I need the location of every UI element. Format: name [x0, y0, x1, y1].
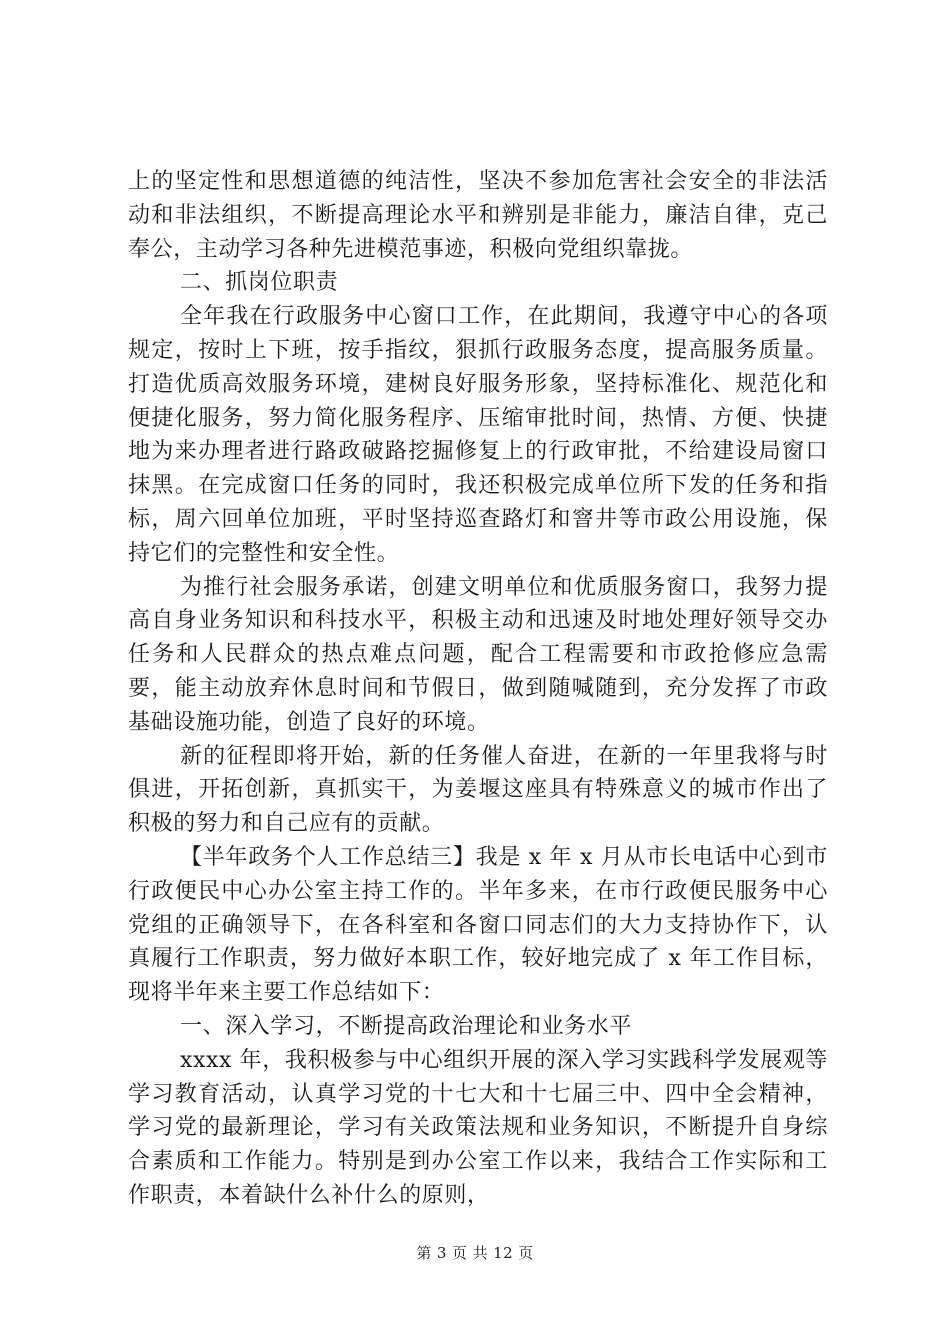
- paragraph-new-journey: 新的征程即将开始，新的任务催人奋进，在新的一年里我将与时俱进，开拓创新，真抓实干，为姜堰这座具有特殊意义的城市作出了积极的努力和自己应有的贡献。: [128, 743, 828, 837]
- paragraph-study-details: xxxx 年，我积极参与中心组织开展的深入学习实践科学发展观等学习教育活动，认真学习党的十七大和十七届三中、四中全会精神，学习党的最新理论，学习有关政策法规和业务知识，不断提升自身综合素质和工作能力。特别是到办公室工作以来，我结合工作实际和工作职责，本着缺什么补什么的原则，: [128, 1047, 828, 1208]
- paragraph-window-work: 全年我在行政服务中心窗口工作，在此期间，我遵守中心的各项规定，按时上下班，按手指纹，狠抓行政服务态度，提高服务质量。打造优质高效服务环境，建树良好服务形象，坚持标准化、规范化和便捷化服务，努力简化服务程序、压缩审批时间，热情、方便、快捷地为来办理者进行路政破路挖掘修复上的行政审批，不给建设局窗口抹黑。在完成窗口任务的同时，我还积极完成单位所下发的任务和指标，周六回单位加班，平时坚持巡查路灯和窨井等市政公用设施，保持它们的完整性和安全性。: [128, 304, 828, 566]
- paragraph-continuation: 上的坚定性和思想道德的纯洁性，坚决不参加危害社会安全的非法活动和非法组织，不断提高理论水平和辨别是非能力，廉洁自律，克己奉公，主动学习各种先进模范事迹，积极向党组织靠拢。: [128, 169, 828, 262]
- document-body: [128, 165, 828, 1213]
- page-number-footer: 第 3 页 共 12 页: [416, 1244, 534, 1262]
- paragraph-summary-three-intro: 【半年政务个人工作总结三】我是 x 年 x 月从市长电话中心到市行政便民中心办公室主持工作的。半年多来，在市行政便民服务中心党组的正确领导下，在各科室和各窗口同志们的大力支持协作下，认真履行工作职责，努力做好本职工作，较好地完成了 x 年工作目标，现将半年来主要工作总结如下：: [128, 844, 828, 1006]
- section-heading-job-duties: 二、抓岗位职责: [180, 270, 339, 296]
- paragraph-service-commitment: 为推行社会服务承诺，创建文明单位和优质服务窗口，我努力提高自身业务知识和科技水平，积极主动和迅速及时地处理好领导交办任务和人民群众的热点难点问题，配合工程需要和市政抢修应急需要，能主动放弃休息时间和节假日，做到随喊随到，充分发挥了市政基础设施功能，创造了良好的环境。: [128, 574, 828, 735]
- section-heading-study: 一、深入学习，不断提高政治理论和业务水平: [180, 1013, 633, 1039]
